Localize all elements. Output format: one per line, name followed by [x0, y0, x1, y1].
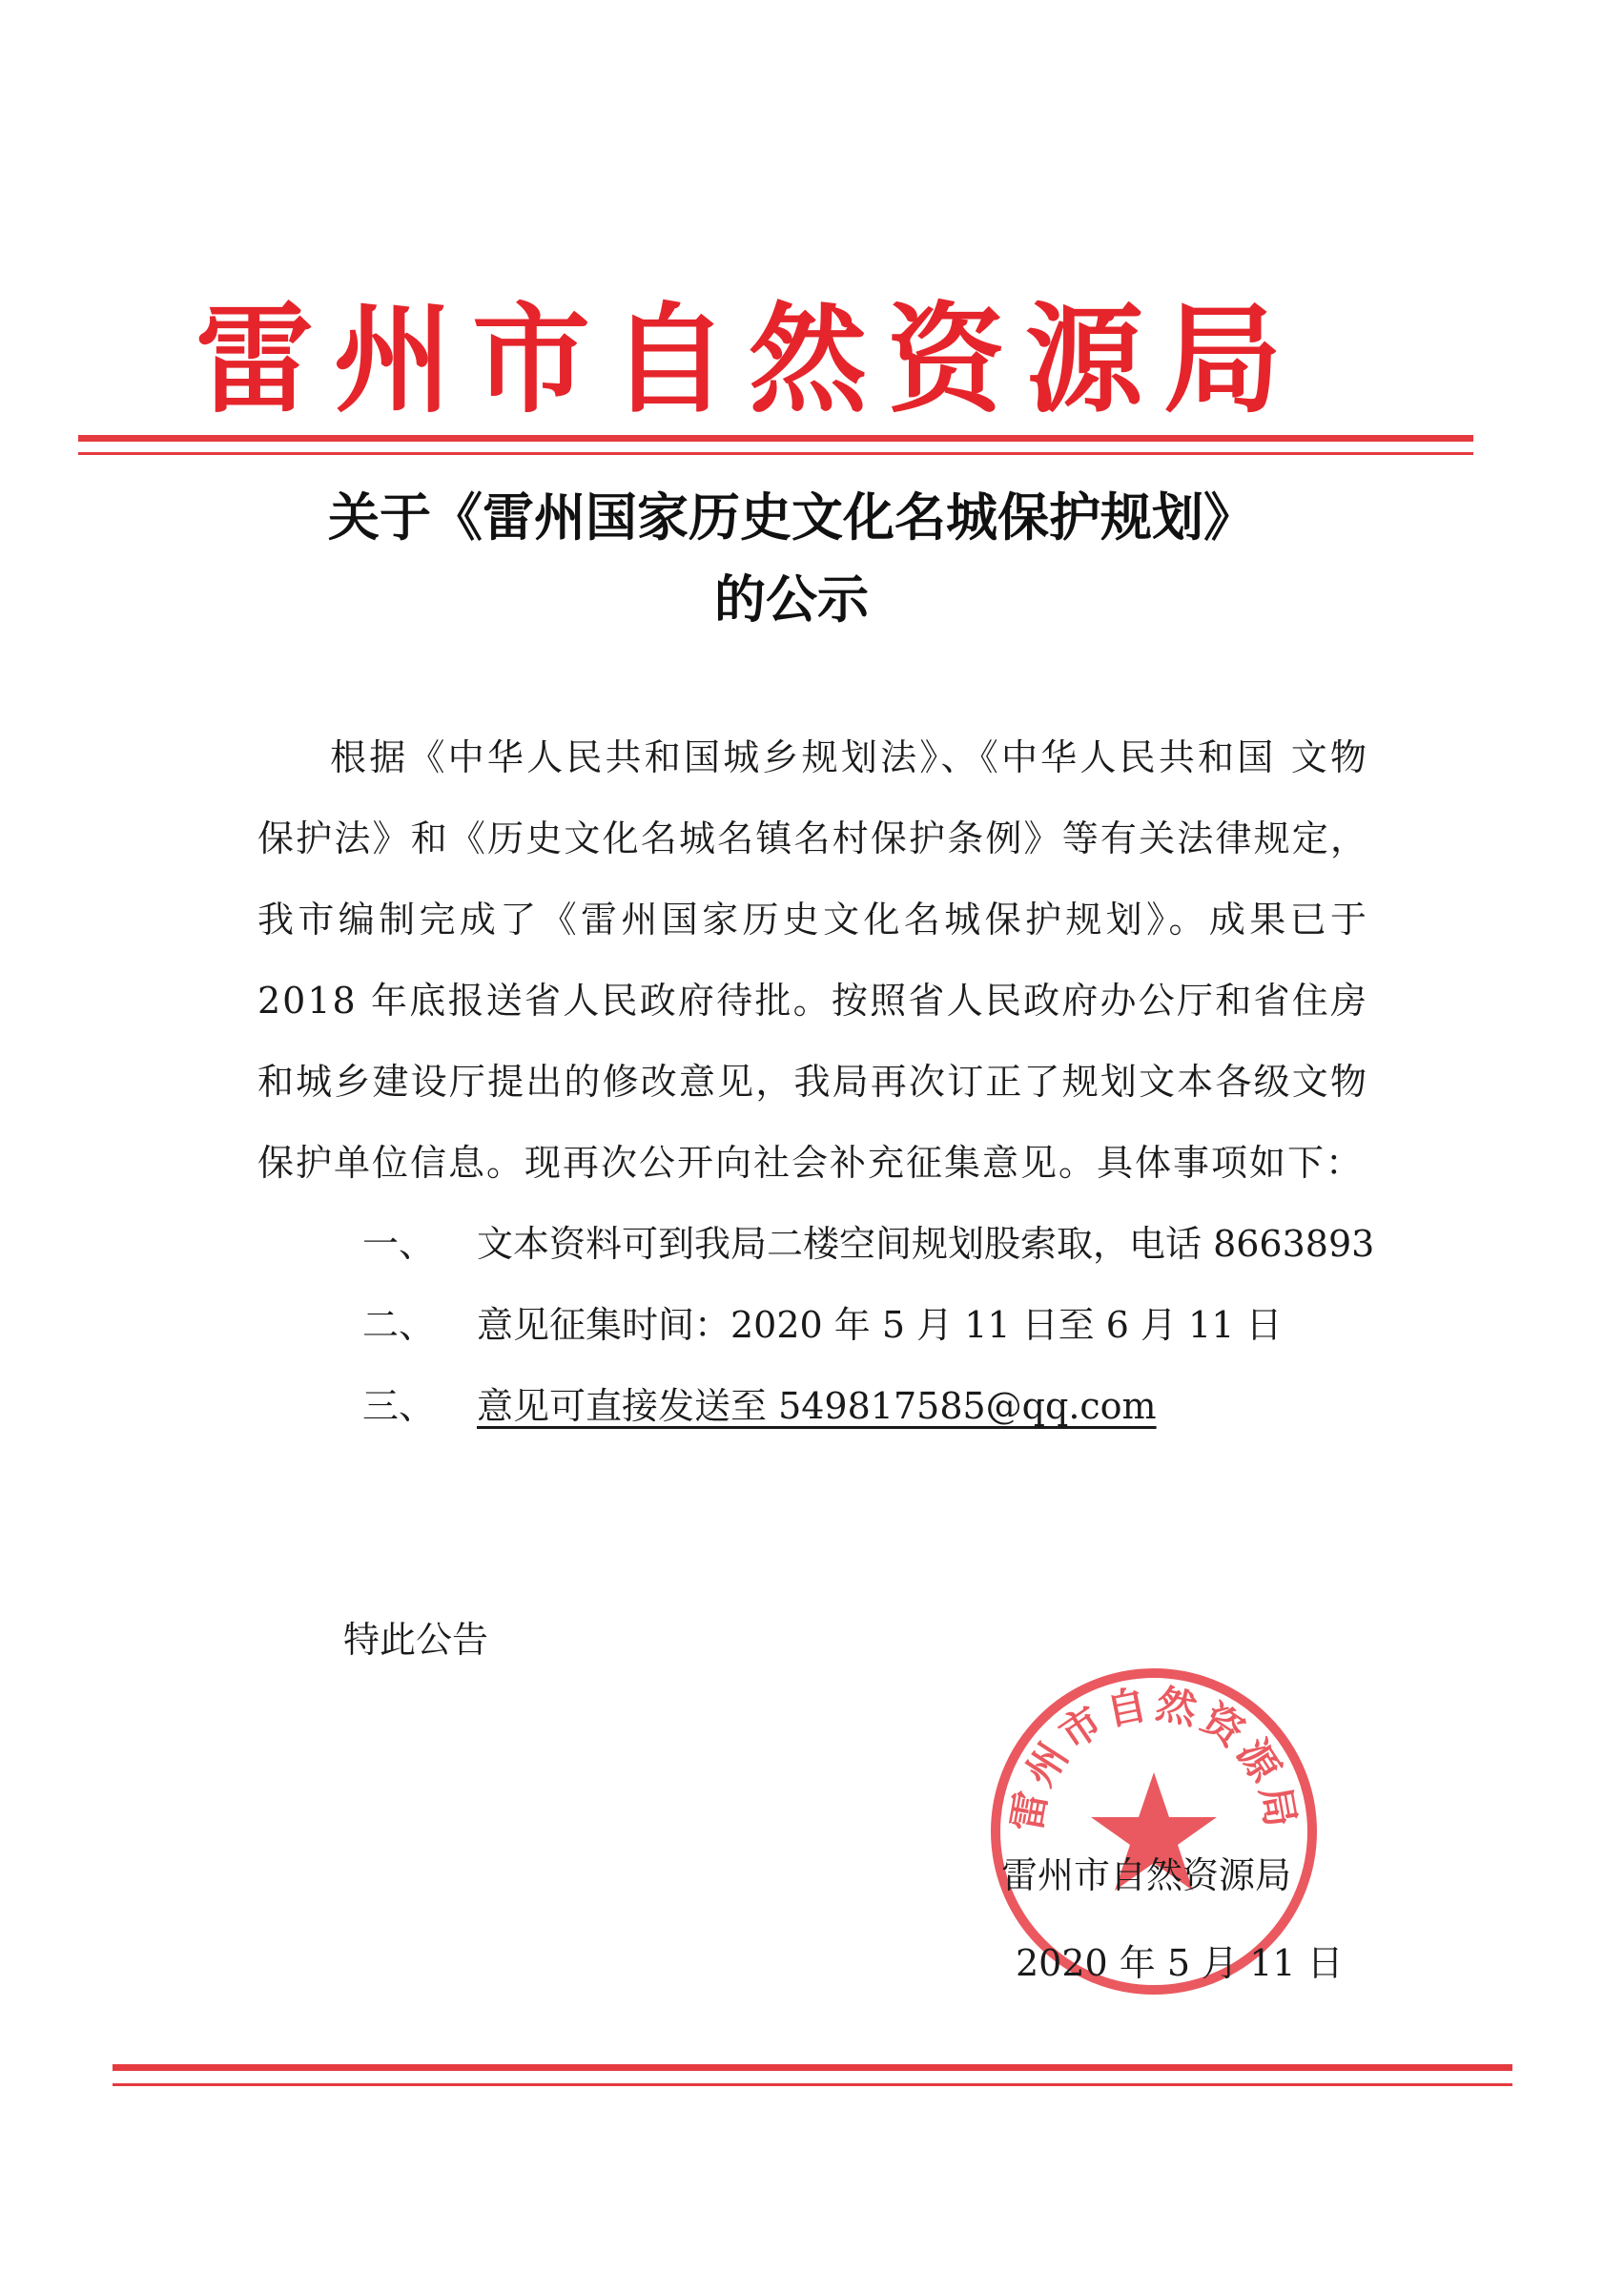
letterhead-title: 雷州市自然资源局	[195, 291, 1303, 429]
document-body	[257, 717, 1375, 1447]
footer-divider-thin	[113, 2083, 1512, 2086]
document-title-line-2: 的公示	[714, 569, 869, 630]
list-item-text: 意见征集时间：2020 年 5 月 11 日至 6 月 11 日	[477, 1304, 1283, 1346]
list-item-number: 一、	[362, 1223, 436, 1265]
email-contact-text: 意见可直接发送至 549817585@qq.com	[477, 1385, 1157, 1427]
list-item-text: 文本资料可到我局二楼空间规划股索取，电话 8663893	[477, 1223, 1375, 1265]
signature-date: 2020 年 5 月 11 日	[1016, 1942, 1344, 1984]
list-item-number: 二、	[362, 1304, 436, 1346]
list-item-number: 三、	[362, 1385, 436, 1427]
letterhead-divider-thin	[78, 452, 1473, 455]
list-item-3	[362, 1366, 1368, 1447]
list-item-2	[362, 1285, 1368, 1366]
signature-organization: 雷州市自然资源局	[1001, 1854, 1292, 1896]
seal-text: 雷州市自然资源局	[1002, 1679, 1305, 1835]
footer-divider-thick	[113, 2064, 1512, 2071]
body-paragraph: 根据《中华人民共和国城乡规划法》、《中华人民共和国 文物保护法》和《历史文化名城名镇名村保护条例》等有关法律规定，我市编制完成了《雷州国家历史文化名城保护规划》。成果已于 2018 年底报送省人民政府待批。按照省人民政府办公厅和省住房和城乡建设厅提出的修改意见，我局再次订正了规划文本各级文物保护单位信息。现再次公开向社会补充征集意见。具体事项如下：	[257, 736, 1368, 1184]
list-item-1	[362, 1204, 1375, 1285]
document-title-line-1: 关于《雷州国家历史文化名城保护规划》	[328, 487, 1255, 548]
closing-text: 特此公告	[343, 1619, 489, 1661]
letterhead-divider-thick	[78, 435, 1473, 442]
document-title	[191, 477, 1392, 641]
